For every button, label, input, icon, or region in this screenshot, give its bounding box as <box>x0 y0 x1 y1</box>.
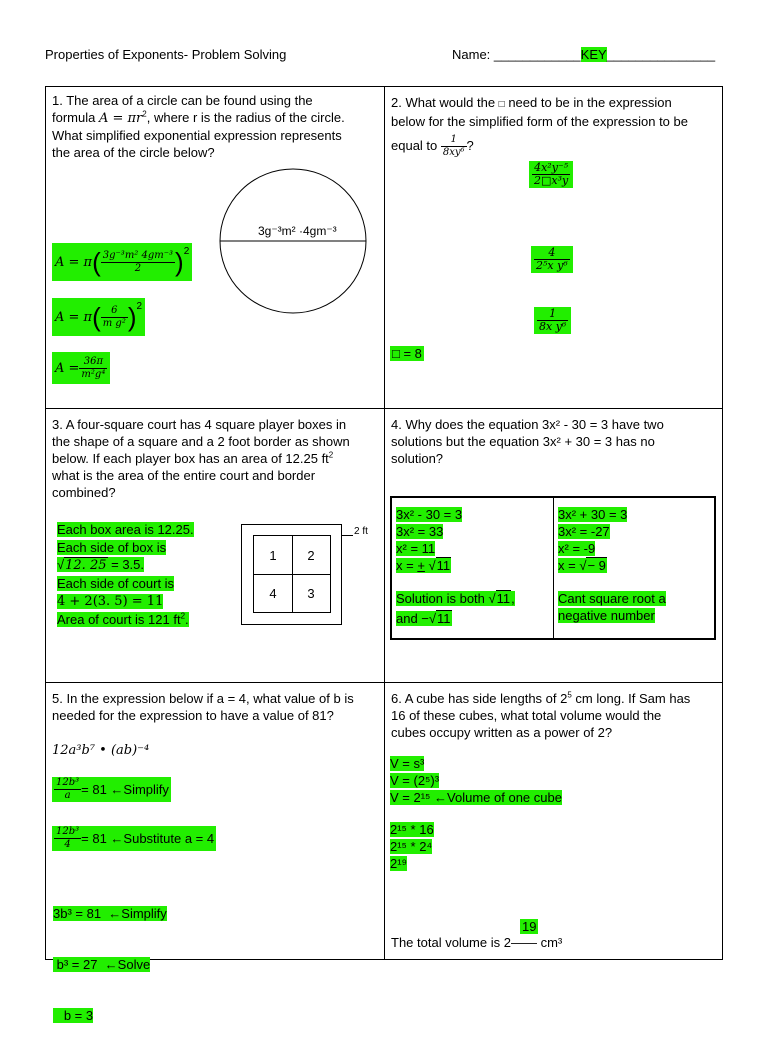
q5-expression: 12a³b⁷ • (ab)⁻⁴ <box>52 743 150 758</box>
q1-line1: 1. The area of a circle can be found using the <box>52 93 313 108</box>
q2-step3: $\frac{1}{\text{8x y⁶}}$ <box>534 307 571 334</box>
border-label: 2 ft <box>354 526 368 537</box>
q4-line2: solutions but the equation 3x² + 30 = 3 has no <box>391 434 655 449</box>
name-line <box>452 47 715 62</box>
q3-line1: 3. A four-square court has 4 square player boxes in <box>52 417 347 432</box>
grid-divider-row2 <box>45 682 723 683</box>
q1-prompt <box>52 92 377 161</box>
q1-line3: What simplified exponential expression represents <box>52 128 342 143</box>
q3-answer-line1: Each box area is 12.25. <box>57 522 194 537</box>
q3-line5: combined? <box>52 485 116 500</box>
q3-line4: what is the area of the entire court and border <box>52 468 316 483</box>
name-blank-right: _______________ <box>606 47 716 62</box>
q5-line2: needed for the expression to have a value of 81? <box>52 708 334 723</box>
area-formula: A = πr <box>98 111 143 126</box>
q3-answer <box>57 521 194 628</box>
q6-prompt <box>391 690 717 741</box>
q4-table-divider <box>553 498 554 638</box>
circle-diameter-label: 3g⁻³m² ·4gm⁻³ <box>258 224 337 238</box>
q6-line1: 6. A cube has side lengths of $2^5$ cm long. If Sam has <box>391 690 691 706</box>
q4-line1: 4. Why does the equation 3x² - 30 = 3 have two <box>391 417 664 432</box>
q3-answer-line3: √12. 25 = 3.5. <box>57 557 144 573</box>
unknown-box: □ <box>498 99 505 110</box>
court-inner-boxes <box>253 535 331 613</box>
q2-expression: $\frac{\text{4x²y⁻⁵}}{\text{2□x³y}}$ <box>529 161 573 188</box>
q3-answer-line4: Each side of court is <box>57 575 175 591</box>
q4-line3: solution? <box>391 451 444 466</box>
q2-answer: □ = 8 <box>392 346 422 361</box>
player-box-2: 2 <box>292 536 330 575</box>
border-label-line <box>342 535 353 536</box>
q6-line3: cubes occupy written as a power of 2? <box>391 725 613 740</box>
circle-diagram <box>218 168 368 316</box>
q3-prompt <box>52 416 377 501</box>
q1-line2: formula $A = \pi r^2$, where r is the radius of the circle. <box>52 109 345 126</box>
q5-steps-solve: 3b³ = 81 ←Simplify b³ = 27 ←Solve b = 3 <box>53 906 167 1023</box>
name-value: KEY <box>580 47 607 62</box>
grid-divider-vertical <box>384 86 385 960</box>
q5-step1: $\frac{\text{12b³}}{a}$ = 81 ←Simplify <box>52 777 171 802</box>
player-box-4: 4 <box>254 574 293 612</box>
q3-line2: the shape of a square and a 2 foot border as shown <box>52 434 350 449</box>
q2-line1: 2. What would the □ need to be in the expression <box>391 95 672 110</box>
q2-step2: $\frac{4}{\text{2⁵x y⁶}}$ <box>531 246 573 273</box>
q5-line1: 5. In the expression below if a = 4, what value of b is <box>52 691 354 706</box>
q4-right-column: 3x² + 30 = 3 3x² = -27 x² = -9 x = √− 9 Cant square root a negative number <box>558 507 666 623</box>
name-blank-left: ____________ <box>493 47 581 62</box>
q4-prompt <box>391 416 717 467</box>
q1-answer-step1: A = π ( $\frac{\text{3g⁻³m² 4gm⁻³}}{2}$ ) $^2$ <box>52 243 192 281</box>
name-label: Name: <box>452 47 494 62</box>
q1-line4: the area of the circle below? <box>52 145 215 160</box>
q6-volume-steps: V = s³ V = (2⁵)³ V = 2¹⁵ ←Volume of one cube <box>390 756 562 805</box>
q4-solution-table <box>390 496 716 640</box>
q2-line2: below for the simplified form of the expression to be <box>391 114 688 129</box>
q3-answer-line2: Each side of box is <box>57 539 167 555</box>
q6-power-steps: 2¹⁵ * 16 2¹⁵ * 2⁴ 2¹⁹ <box>390 822 434 871</box>
q3-answer-line6: Area of court is 121 $ft^2$. <box>57 611 189 627</box>
player-box-3: 3 <box>307 585 315 601</box>
q3-answer-line5: 4 + 2(3. 5) = 11 <box>57 594 164 609</box>
grid-divider-row1 <box>45 408 723 409</box>
q2-line3: equal to $\frac{1}{\text{8xy⁶}}$ ? <box>391 134 474 158</box>
q3-line3: below. If each player box has an area of 12.25 $ft^2$ <box>52 450 334 466</box>
q6-final-answer: The total volume is 2—— cm³ <box>391 935 563 950</box>
q5-step2: $\frac{\text{12b³}}{4}$ = 81 ←Substitute a = 4 <box>52 826 216 851</box>
q5-prompt <box>52 690 382 724</box>
q2-prompt <box>391 94 717 159</box>
worksheet-title: Properties of Exponents- Problem Solving <box>45 47 287 62</box>
q6-final-exponent: 19 <box>522 919 537 934</box>
q1-answer-step2: A = π ( $\frac{6}{\text{m g²}}$ ) $^2$ <box>52 298 145 336</box>
q6-line2: 16 of these cubes, what total volume would the <box>391 708 662 723</box>
q4-left-column: 3x² - 30 = 3 3x² = 33 x² = 11 x = + √11 Solution is both √11, and −√11 <box>396 507 515 626</box>
player-box-1: 1 <box>254 536 293 575</box>
q1-answer-final: A = $\frac{36\pi}{\text{m²g⁴}}$ <box>52 352 110 384</box>
